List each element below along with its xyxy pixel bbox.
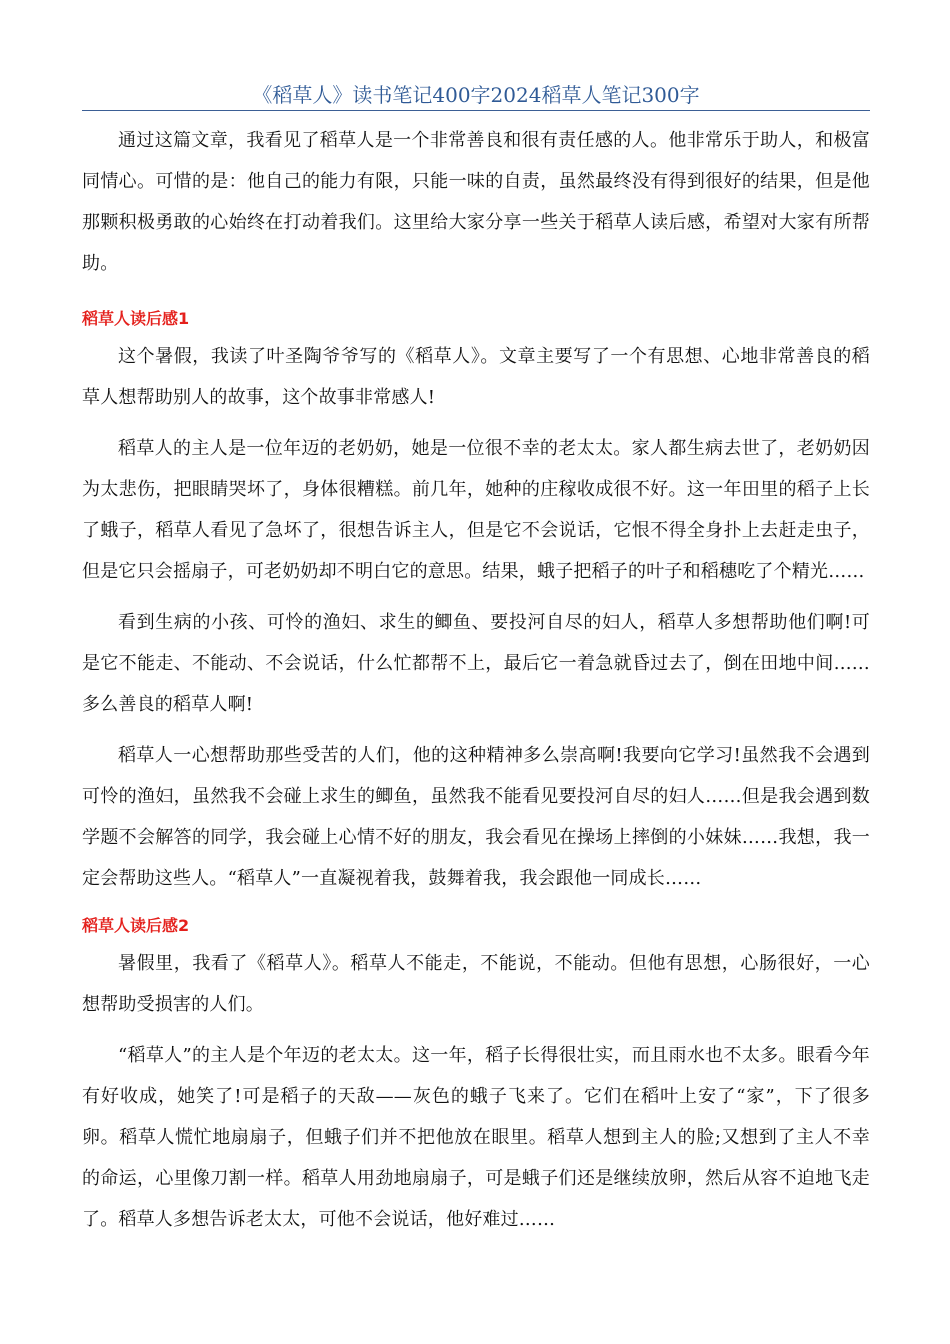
header-divider	[82, 110, 870, 111]
intro-paragraph: 通过这篇文章，我看见了稻草人是一个非常善良和很有责任感的人。他非常乐于助人，和极富同情心。可惜的是：他自己的能力有限，只能一味的自责，虽然最终没有得到很好的结果，但是他那颗积极勇敢的心始终在打动着我们。这里给大家分享一些关于稻草人读后感，希望对大家有所帮助。	[82, 130, 870, 274]
section-2-paragraph-1: 暑假里，我看了《稻草人》。稻草人不能走，不能说，不能动。但他有思想，心肠很好，一心想帮助受损害的人们。	[82, 953, 870, 1015]
section-heading-2: 稻草人读后感2	[82, 916, 190, 935]
section-1-paragraph-2: 稻草人的主人是一位年迈的老奶奶，她是一位很不幸的老太太。家人都生病去世了，老奶奶因为太悲伤，把眼睛哭坏了，身体很糟糕。前几年，她种的庄稼收成很不好。这一年田里的稻子上长了蛾子，稻草人看见了急坏了，很想告诉主人，但是它不会说话，它恨不得全身扑上去赶走虫子，但是它只会摇扇子，可老奶奶却不明白它的意思。结果，蛾子把稻子的叶子和稻穗吃了个精光……	[82, 438, 870, 582]
section-1-paragraph-1: 这个暑假，我读了叶圣陶爷爷写的《稻草人》。文章主要写了一个有思想、心地非常善良的稻草人想帮助别人的故事，这个故事非常感人!	[82, 346, 870, 408]
document-body	[82, 120, 870, 1240]
section-2-paragraph-2: “稻草人”的主人是个年迈的老太太。这一年，稻子长得很壮实，而且雨水也不太多。眼看今年有好收成，她笑了!可是稻子的天敌——灰色的蛾子飞来了。它们在稻叶上安了“家”，下了很多卵。稻草人慌忙地扇扇子，但蛾子们并不把他放在眼里。稻草人想到主人的脸;又想到了主人不幸的命运，心里像刀割一样。稻草人用劲地扇扇子，可是蛾子们还是继续放卵，然后从容不迫地飞走了。稻草人多想告诉老太太，可他不会说话，他好难过……	[82, 1045, 870, 1230]
section-1-paragraph-3: 看到生病的小孩、可怜的渔妇、求生的鲫鱼、要投河自尽的妇人，稻草人多想帮助他们啊!可是它不能走、不能动、不会说话，什么忙都帮不上，最后它一着急就昏过去了，倒在田地中间……多么善良的稻草人啊!	[82, 612, 870, 715]
section-1-paragraph-4: 稻草人一心想帮助那些受苦的人们，他的这种精神多么崇高啊!我要向它学习!虽然我不会遇到可怜的渔妇，虽然我不会碰上求生的鲫鱼，虽然我不能看见要投河自尽的妇人……但是我会遇到数学题不会解答的同学，我会碰上心情不好的朋友，我会看见在操场上摔倒的小妹妹……我想，我一定会帮助这些人。“稻草人”一直凝视着我，鼓舞着我，我会跟他一同成长……	[82, 745, 870, 889]
page-header-title: 《稻草人》读书笔记400字2024稻草人笔记300字	[252, 83, 700, 107]
section-heading-1: 稻草人读后感1	[82, 309, 190, 328]
